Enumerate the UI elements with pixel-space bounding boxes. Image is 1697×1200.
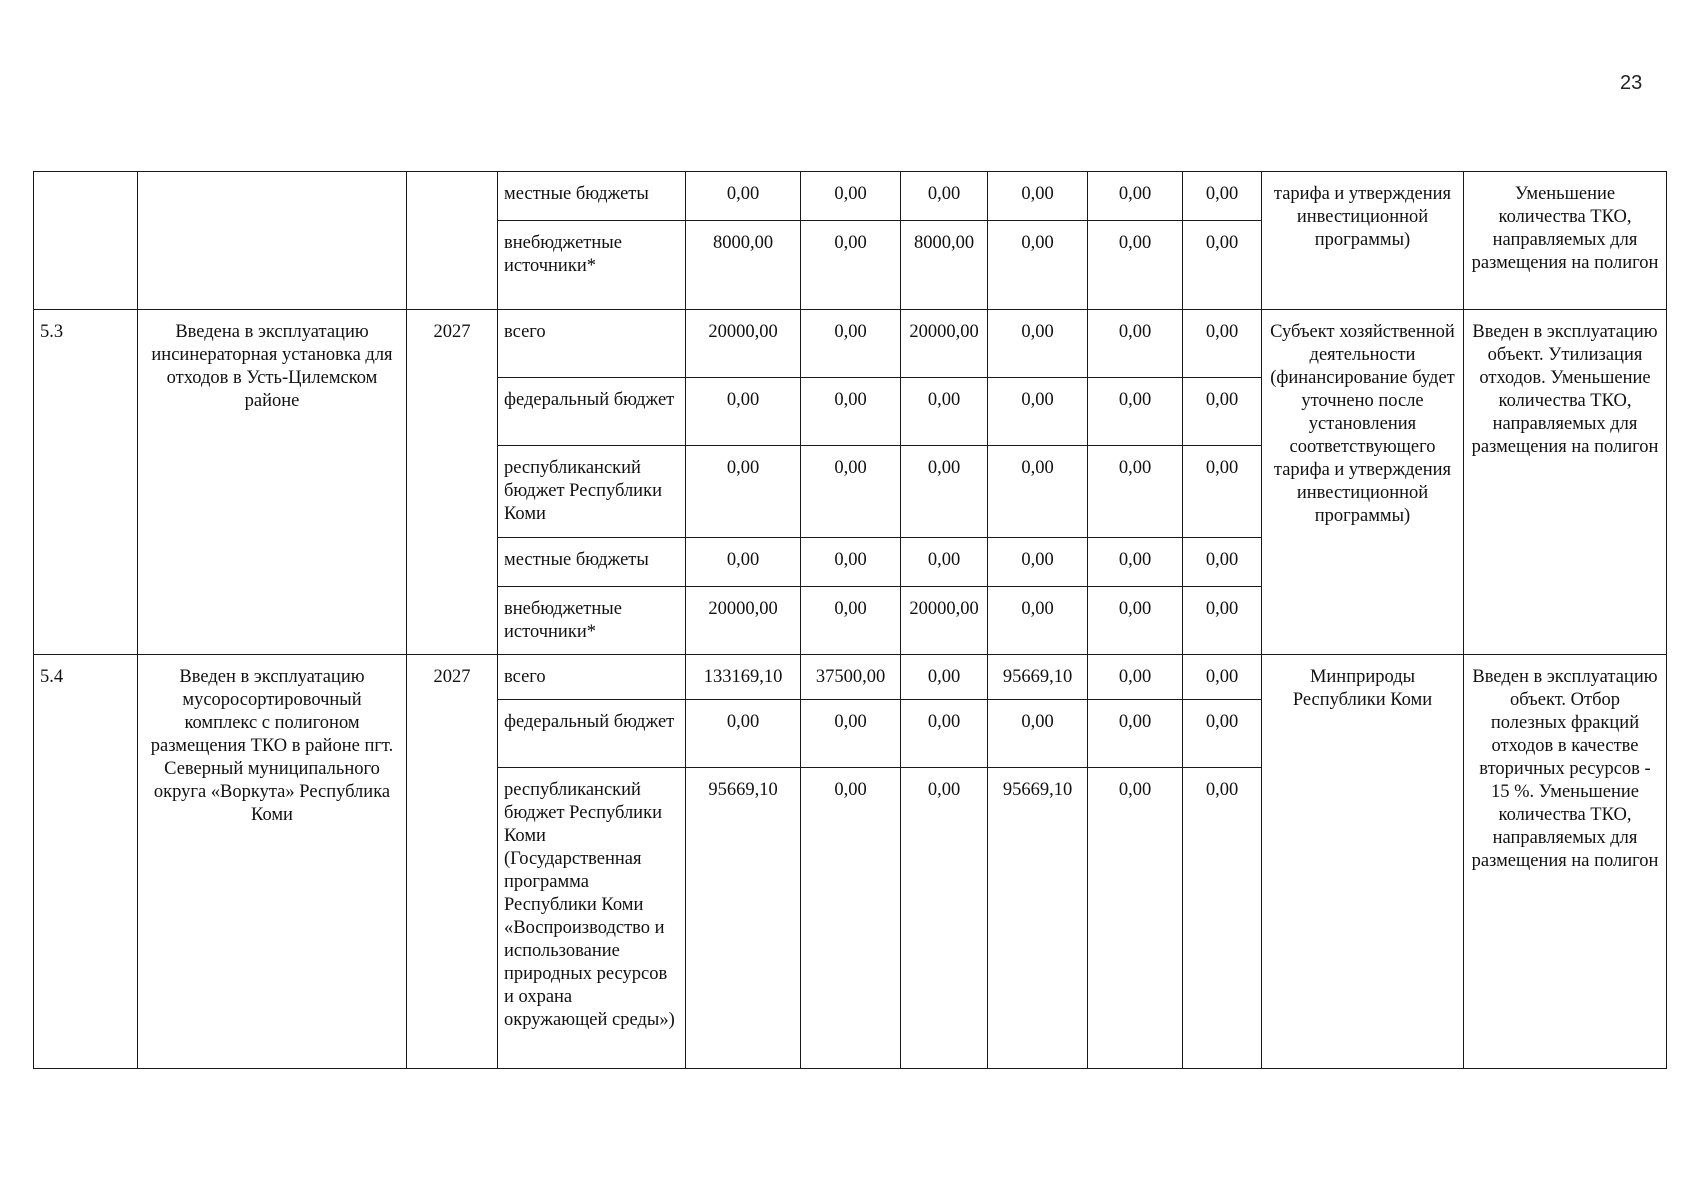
value-cell: 0,00 [988,538,1088,587]
value-cell: 0,00 [1183,700,1262,768]
value-cell: 0,00 [1183,446,1262,538]
value-cell: 0,00 [988,700,1088,768]
value-cell: 0,00 [988,172,1088,221]
value-cell: 0,00 [1183,378,1262,446]
value-cell: 0,00 [901,538,988,587]
value-cell: 20000,00 [901,310,988,378]
value-cell: 0,00 [801,700,901,768]
value-cell: 0,00 [801,172,901,221]
value-cell: 0,00 [901,700,988,768]
result-cell: Уменьшение количества ТКО, направляемых для размещения на полигон [1464,172,1667,310]
value-cell: 133169,10 [686,655,801,700]
value-cell: 0,00 [801,310,901,378]
page-number: 23 [1620,72,1643,94]
value-cell: 0,00 [1088,538,1183,587]
executor-cell: тарифа и утверждения инвестиционной программы) [1262,172,1464,310]
value-cell: 0,00 [1183,172,1262,221]
source-cell: внебюджетные источники* [498,221,686,310]
value-cell: 0,00 [1088,172,1183,221]
value-cell: 0,00 [988,378,1088,446]
value-cell: 0,00 [686,446,801,538]
value-cell: 0,00 [1088,700,1183,768]
value-cell: 0,00 [1088,446,1183,538]
value-cell: 0,00 [686,378,801,446]
value-cell: 0,00 [901,378,988,446]
source-cell: всего [498,655,686,700]
value-cell: 0,00 [901,172,988,221]
value-cell: 0,00 [1088,310,1183,378]
value-cell: 0,00 [1183,655,1262,700]
source-cell: федеральный бюджет [498,700,686,768]
value-cell: 0,00 [1183,768,1262,1069]
value-cell: 0,00 [1183,538,1262,587]
number-cell [34,172,138,310]
value-cell: 0,00 [686,700,801,768]
value-cell: 0,00 [901,768,988,1069]
value-cell: 95669,10 [686,768,801,1069]
source-cell: всего [498,310,686,378]
number-cell: 5.3 [34,310,138,655]
source-cell: местные бюджеты [498,172,686,221]
value-cell: 0,00 [801,768,901,1069]
source-cell: республиканский бюджет Республики Коми (Государственная программа Республики Коми «Воспроизводство и использование природных ресурсов и охрана окружающей среды») [498,768,686,1069]
program-activities-table [33,171,1667,1069]
value-cell: 0,00 [1088,378,1183,446]
number-cell: 5.4 [34,655,138,1069]
table-row [34,310,1667,378]
value-cell: 8000,00 [901,221,988,310]
value-cell: 0,00 [1183,310,1262,378]
value-cell: 8000,00 [686,221,801,310]
value-cell: 0,00 [801,378,901,446]
value-cell: 0,00 [801,221,901,310]
result-cell: Введен в эксплуатацию объект. Отбор полезных фракций отходов в качестве вторичных ресурсов - 15 %. Уменьшение количества ТКО, направляемых для размещения на полигон [1464,655,1667,1069]
value-cell: 0,00 [1183,587,1262,655]
source-cell: республиканский бюджет Республики Коми [498,446,686,538]
value-cell: 0,00 [988,310,1088,378]
value-cell: 0,00 [1088,768,1183,1069]
value-cell: 0,00 [901,655,988,700]
value-cell: 0,00 [1088,655,1183,700]
source-cell: местные бюджеты [498,538,686,587]
value-cell: 95669,10 [988,655,1088,700]
executor-cell: Субъект хозяйственной деятельности (финансирование будет уточнено после установления соответствующего тарифа и утверждения инвестиционной программы) [1262,310,1464,655]
table-row [34,172,1667,221]
value-cell: 0,00 [801,587,901,655]
value-cell: 0,00 [801,538,901,587]
value-cell: 95669,10 [988,768,1088,1069]
value-cell: 20000,00 [686,587,801,655]
value-cell: 0,00 [988,446,1088,538]
value-cell: 20000,00 [686,310,801,378]
name-cell: Введен в эксплуатацию мусоросортировочный комплекс с полигоном размещения ТКО в районе пгт. Северный муниципального округа «Воркута» Республика Коми [138,655,407,1069]
value-cell: 37500,00 [801,655,901,700]
source-cell: федеральный бюджет [498,378,686,446]
value-cell: 0,00 [988,587,1088,655]
name-cell [138,172,407,310]
year-cell [407,172,498,310]
table-row [34,655,1667,700]
value-cell: 0,00 [1088,587,1183,655]
name-cell: Введена в эксплуатацию инсинераторная установка для отходов в Усть-Цилемском районе [138,310,407,655]
value-cell: 0,00 [686,538,801,587]
value-cell: 20000,00 [901,587,988,655]
result-cell: Введен в эксплуатацию объект. Утилизация отходов. Уменьшение количества ТКО, направляемых для размещения на полигон [1464,310,1667,655]
value-cell: 0,00 [901,446,988,538]
value-cell: 0,00 [801,446,901,538]
year-cell: 2027 [407,310,498,655]
value-cell: 0,00 [988,221,1088,310]
source-cell: внебюджетные источники* [498,587,686,655]
value-cell: 0,00 [1183,221,1262,310]
value-cell: 0,00 [1088,221,1183,310]
value-cell: 0,00 [686,172,801,221]
executor-cell: Минприроды Республики Коми [1262,655,1464,1069]
year-cell: 2027 [407,655,498,1069]
